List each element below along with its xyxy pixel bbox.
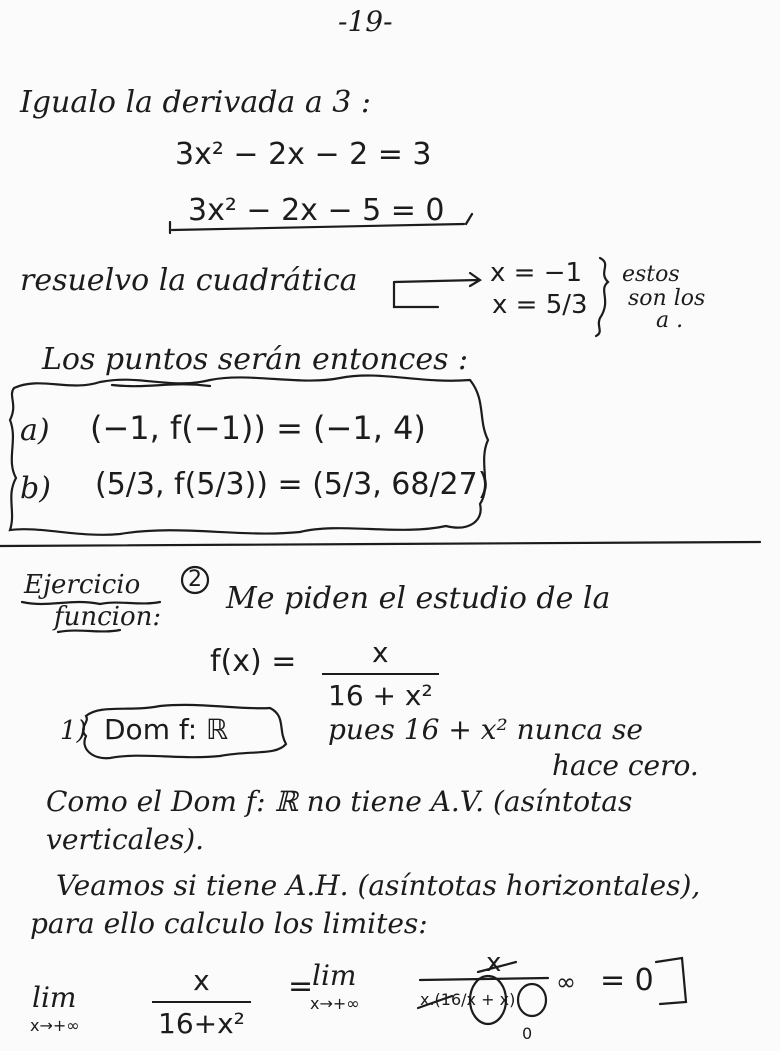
exercise-number: 2: [188, 567, 202, 592]
equation-1: 3x² − 2x − 2 = 3: [175, 137, 432, 172]
root-1: x = −1: [490, 258, 583, 288]
limit-equals: =: [288, 969, 314, 1004]
step-label: 1): [60, 716, 87, 746]
limit-2-label: lim: [312, 959, 357, 992]
horizontal-asymptote-line2: para ello calculo los limites:: [30, 907, 428, 940]
limit-fraction-numerator: x: [193, 964, 210, 997]
horizontal-asymptote-line1: Veamos si tiene A.H. (asíntotas horizontales),: [56, 869, 701, 902]
limit-2-numerator: x: [486, 948, 502, 978]
point-a-label: a): [20, 413, 50, 448]
exercise-statement-line1: Me piden el estudio de la: [226, 581, 611, 616]
limit-fraction: [152, 964, 251, 1040]
vertical-asymptote-line1: Como el Dom f: ℝ no tiene A.V. (asíntotas: [46, 785, 633, 818]
limit-2-denominator: x.(16/x + x): [420, 990, 516, 1009]
points-intro-underline: [112, 384, 210, 386]
domain-box-text: Dom f: ℝ: [104, 713, 229, 746]
limit-2-subscript: x→+∞: [310, 994, 360, 1013]
limit-1-label: lim: [32, 981, 77, 1014]
derivative-intro: Igualo la derivada a 3 :: [20, 85, 371, 120]
vertical-asymptote-line2: verticales).: [46, 823, 205, 856]
points-intro: Los puntos serán entonces :: [42, 342, 469, 377]
point-b-label: b): [20, 471, 51, 506]
page-number: -19-: [338, 5, 393, 38]
point-a-value: (−1, f(−1)) = (−1, 4): [90, 409, 426, 447]
roots-note-line1: estos: [622, 262, 680, 287]
exercise-title: Ejercicio: [24, 570, 141, 600]
roots-brace: [596, 258, 608, 336]
circle-x: [518, 984, 546, 1016]
limit-fraction-denominator: 16+x²: [152, 1001, 251, 1040]
resolve-arrow: [394, 273, 480, 307]
function-fraction: [322, 636, 439, 712]
resolve-quadratic-text: resuelvo la cuadrática: [20, 263, 358, 298]
infinity-symbol: ∞: [556, 968, 576, 996]
big-frac-bar: [420, 978, 548, 980]
limit-result: = 0: [600, 963, 654, 998]
function-denominator: 16 + x²: [322, 673, 439, 712]
function-numerator: x: [372, 636, 389, 669]
root-2: x = 5/3: [492, 290, 588, 320]
section-divider: [0, 542, 760, 546]
limit-result-bracket: [656, 958, 686, 1004]
tends-to-zero-mark: 0: [522, 1024, 533, 1043]
equation-2: 3x² − 2x − 5 = 0: [188, 193, 445, 228]
domain-reason-line2: hace cero.: [552, 749, 699, 782]
exercise-statement-line2: funcion:: [54, 602, 162, 632]
points-cloud-box: [10, 375, 488, 534]
function-lhs: f(x) =: [210, 644, 297, 679]
domain-reason-line1: pues 16 + x² nunca se: [328, 713, 643, 746]
roots-note-line2: son los: [628, 286, 706, 311]
roots-note-line3: a .: [656, 308, 684, 333]
point-b-value: (5/3, f(5/3)) = (5/3, 68/27): [95, 467, 490, 502]
limit-1-subscript: x→+∞: [30, 1016, 80, 1035]
